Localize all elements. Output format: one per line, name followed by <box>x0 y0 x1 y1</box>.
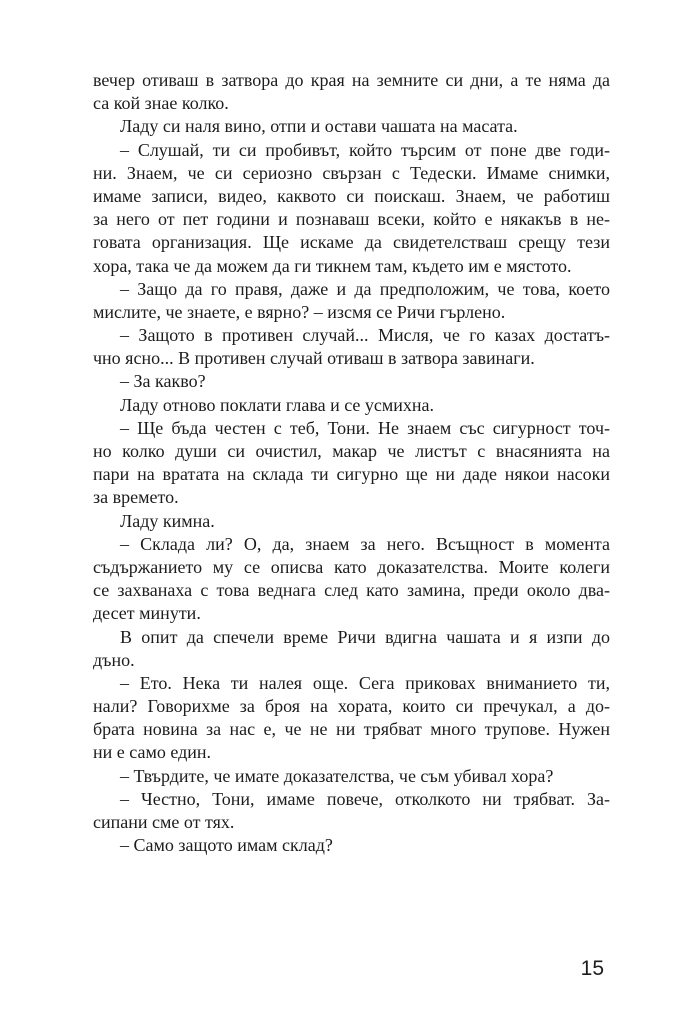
text-line: ни е само един. <box>93 742 212 763</box>
text-line: – Само защото имам склад? <box>120 835 333 856</box>
text-line: – Твърдите, че имате доказателства, че съм убивал хора? <box>120 765 554 786</box>
text-line: са кой знае колко. <box>93 93 229 114</box>
text-line: за времето. <box>93 487 179 508</box>
text-line: пари на вратата на склада ти сигурно ще ни даде някои насоки <box>93 464 610 485</box>
text-line: хора, така че да можем да ги тикнем там, където им е мястото. <box>93 255 572 276</box>
text-line: сипани сме от тях. <box>93 812 235 832</box>
text-line: – Защото в противен случай... Мисля, че го казах достатъ- <box>120 325 610 346</box>
text-line: – Слушай, ти си пробивът, който търсим от поне две годи- <box>120 139 610 160</box>
text-line: но колко души си очистил, макар че листът с внасянията на <box>93 441 610 461</box>
text-line: брата новина за нас е, че не ни трябват много трупове. Нужен <box>93 719 610 740</box>
text-line: имаме записи, видео, каквото си поискаш. Знаем, че работиш <box>93 185 610 206</box>
text-line: – Склада ли? О, да, знаем за него. Всъщност в момента <box>120 533 610 554</box>
text-line: – Честно, Тони, имаме повече, отколкото ни трябват. За- <box>120 788 610 809</box>
text-line: чно ясно... В противен случай отиваш в затвора завинаги. <box>93 348 535 369</box>
page-number: 15 <box>580 957 604 980</box>
text-line: Ладу отново поклати глава и се усмихна. <box>120 394 435 415</box>
text-line: мислите, че знаете, е вярно? – изсмя се Ричи гърлено. <box>93 301 506 322</box>
text-line: за него от пет години и познаваш всеки, който е някакъв в не- <box>93 209 610 230</box>
text-line: вечер отиваш в затвора до края на земните си дни, а те няма да <box>93 70 610 90</box>
text-line: – Ще бъда честен с теб, Тони. Не знаем със сигурност точ- <box>120 417 610 438</box>
text-line: – Ето. Нека ти налея още. Сега приковах вниманието ти, <box>120 672 610 693</box>
text-line: ни. Знаем, че си сериозно свързан с Тедески. Имаме снимки, <box>93 162 610 183</box>
text-line: говата организация. Ще искаме да свидетелстваш срещу тези <box>93 232 610 253</box>
text-line: съдържанието му се описва като доказателства. Моите колеги <box>93 556 610 577</box>
text-line: се захванаха с това веднага след като замина, преди около два- <box>93 580 610 601</box>
text-line: дъно. <box>93 649 135 670</box>
text-line: Ладу кимна. <box>120 510 215 531</box>
text-line: – Защо да го правя, даже и да предположим, че това, което <box>120 278 610 299</box>
body-text <box>93 69 610 857</box>
text-line: Ладу си наля вино, отпи и остави чашата на масата. <box>120 116 518 137</box>
text-line: – За какво? <box>120 371 206 392</box>
text-line: десет минути. <box>93 603 201 624</box>
text-line: В опит да спечели време Ричи вдигна чашата и я изпи до <box>120 626 610 647</box>
text-line: нали? Говорихме за броя на хората, които си пречукал, а до- <box>93 696 610 717</box>
